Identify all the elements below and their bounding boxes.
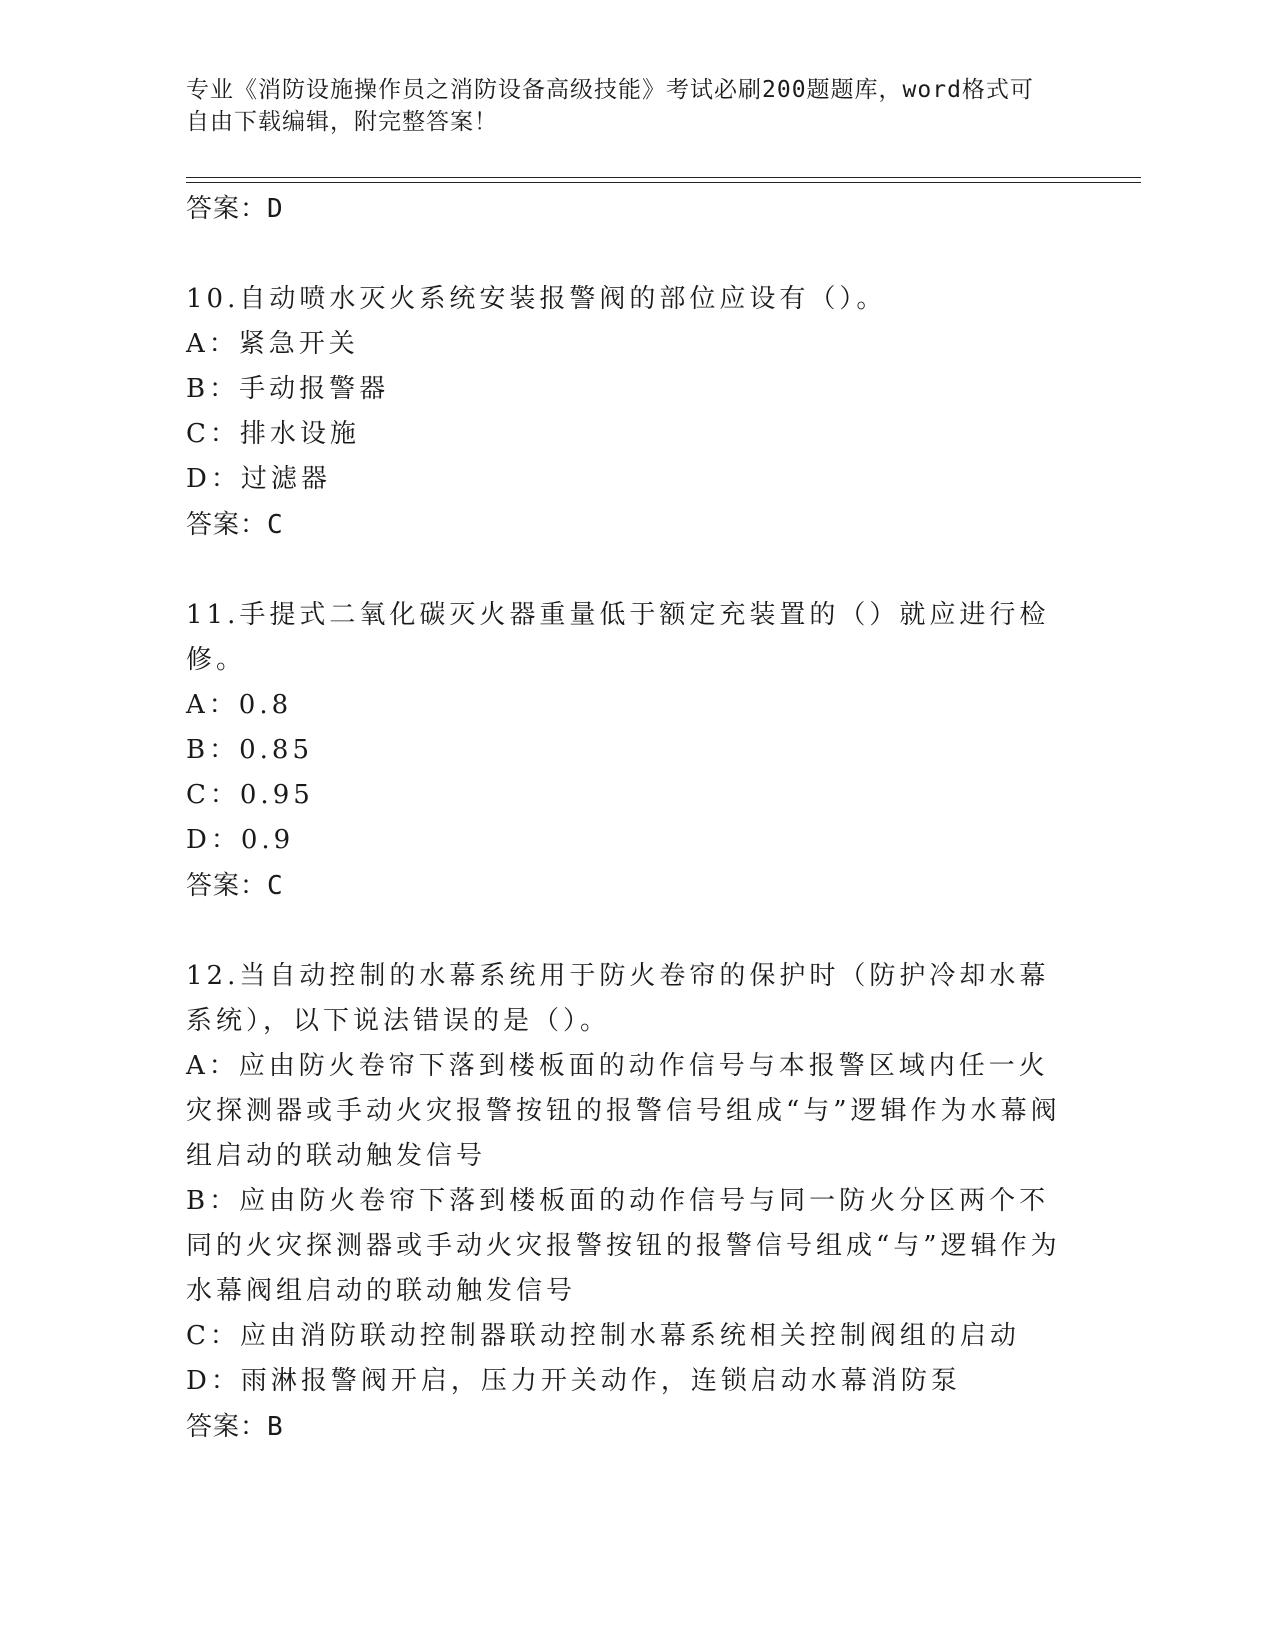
option-b: B：手动报警器 [186,374,390,404]
question-stem: 12.当自动控制的水幕系统用于防火卷帘的保护时（防护冷却水幕系统），以下说法错误的是（）。 [186,961,1050,1036]
answer-line: 答案：C [186,510,284,540]
option-c: C：排水设施 [186,419,360,449]
document-header [186,74,1086,138]
option-d: D：0.9 [186,825,295,855]
header-divider-bottom [186,182,1141,183]
option-b: B：0.85 [186,735,313,765]
answer-line: 答案：B [186,1412,284,1442]
header-divider-top [186,177,1141,178]
option-a: A：应由防火卷帘下落到楼板面的动作信号与本报警区域内任一火灾探测器或手动火灾报警按钮的报警信号组成“与”逻辑作为水幕阀组启动的联动触发信号 [186,1051,1061,1171]
option-d: D：过滤器 [186,464,331,494]
question-11 [186,593,1066,909]
option-c: C：应由消防联动控制器联动控制水幕系统相关控制阀组的启动 [186,1321,1020,1351]
answer-line: 答案：D [186,194,284,224]
question-12 [186,954,1066,1450]
option-c: C：0.95 [186,780,314,810]
question-10 [186,277,1066,548]
option-a: A：0.8 [186,690,293,720]
option-d: D：雨淋报警阀开启，压力开关动作，连锁启动水幕消防泵 [186,1366,961,1396]
option-a: A：紧急开关 [186,329,359,359]
header-line-1: 专业《消防设施操作员之消防设备高级技能》考试必刷200题题库，word格式可 [186,77,1034,103]
question-stem: 11.手提式二氧化碳灭火器重量低于额定充装置的（）就应进行检修。 [186,600,1050,675]
option-b: B：应由防火卷帘下落到楼板面的动作信号与同一防火分区两个不同的火灾探测器或手动火灾报警按钮的报警信号组成“与”逻辑作为水幕阀组启动的联动触发信号 [186,1186,1061,1306]
question-list [186,186,1066,1450]
question-stem: 10.自动喷水灭火系统安装报警阀的部位应设有（）。 [186,284,887,314]
header-line-2: 自由下载编辑，附完整答案！ [186,109,498,135]
answer-line: 答案：C [186,871,284,901]
